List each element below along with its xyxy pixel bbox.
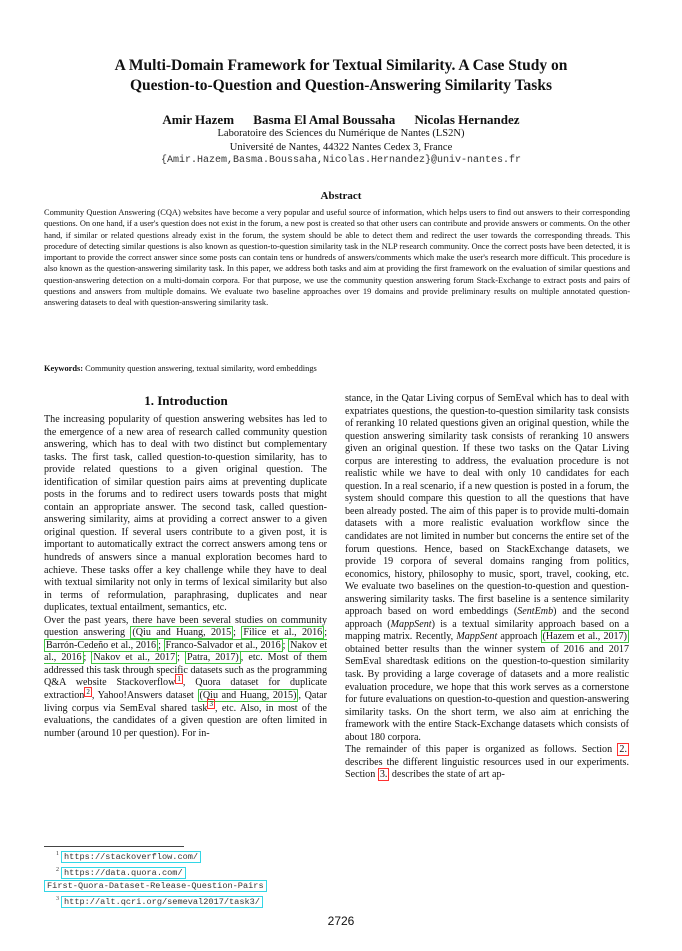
author-emails: {Amir.Hazem,Basma.Boussaha,Nicolas.Hernandez}@univ-nantes.fr bbox=[160, 155, 522, 167]
citation-link[interactable]: (Hazem et al., 2017) bbox=[542, 631, 627, 643]
abstract-text: Community Question Answering (CQA) websites have become a very popular and useful source of information, which helps users to find out answers to their corresponding questions. On one hand, if a user's question does not exist in the forum, a new post is created so that other users can contribute and provide answers or comments. On the other hand, if similar or related questions already exist in the forum, the system should be able to detect them and redirect the user towards the corresponding threads. This procedure of detecting similar questions is also known as question-to-question similarity task in the NLP research community. Once the correct posts have been detected, it is important to provide the correct answer since some posts can contain tens or hundreds of answers/comments which make the user's research more difficult. This procedure is also known as the question-answering similarity task. In this paper, we address both tasks and aim at providing the first framework on the evaluation of similar questions and question-answering detection on a multi-domain corpora. For that purpose, we use the community question answering forum Stack-Exchange to extract posts and pairs of questions and answers from multiple domains. We evaluate two baseline approaches over 19 domains and provide preliminary results on multiple annotated question-answering datasets to deal with question-answering similarity task. bbox=[44, 208, 630, 308]
citation-link[interactable]: Nakov et al., 2017 bbox=[93, 652, 176, 664]
citation-link[interactable]: (Qiu and Huang, 2015 bbox=[132, 627, 232, 639]
paper-title bbox=[40, 56, 642, 96]
footnote-url-link[interactable]: http://alt.qcri.org/semeval2017/task3/ bbox=[61, 896, 263, 908]
affiliation-block bbox=[40, 127, 642, 168]
page-number: 2726 bbox=[327, 914, 355, 928]
affiliation-university: Université de Nantes, 44322 Nantes Cedex 3, France bbox=[229, 141, 453, 153]
intro-paragraph-3: stance, in the Qatar Living corpus of SemEval which has to deal with expatriates questions, the question-to-question similarity task consists of reranking 10 related questions given an original question, while the question answering similarity task consists of reranking 10 answers given an original question. If these two tasks on the Qatar Living corpus are interesting to address, the evaluation procedure is not realistic while we have to deal with only 10 candidates for each question. In a real scenario, if a new question is posted in a forum, the system should compare this question to all the questions that have been already posted. The aim of this paper is to provide multi-domain datasets with a more realistic evaluation workflow since the candidates are not limited in number but concerns the entire set of the forum questions. Hence, based on StackExchange datasets, we provide 19 corpora of several domains ranging from politics, economics, history, philosophy to music, sport, travel, cooking, etc. We evaluate two baselines on the question-to-question and question-answering similarity tasks. The first baseline is a sentence similarity approach based on word embeddings (SentEmb) and the second approach (MappSent) is a textual similarity approach based on a mapping matrix. Recently, MappSent approach (Hazem et al., 2017) obtained better results than the winner system of 2016 and 2017 SemEval sharedtask editions on the question-to-question similarity task. By providing a large coverage of datasets and a more realistic evaluation procedure, we hope that this work serves as a cornerstone for future evaluations on question-to-question and question-answering similarity tasks. On the short term, we also aim at enriching the framework with the entire Stack-Exchange datasets which consists of about 180 corpora. bbox=[345, 393, 629, 743]
footnote-url-link[interactable]: First-Quora-Dataset-Release-Question-Pairs bbox=[44, 880, 267, 892]
author-list bbox=[40, 112, 642, 128]
section-ref-link[interactable]: 2. bbox=[619, 744, 627, 756]
citation-link[interactable]: Barrón-Cedeño et al., 2016 bbox=[46, 639, 157, 651]
author-name: Basma El Amal Boussaha bbox=[253, 112, 396, 127]
right-column bbox=[345, 393, 629, 782]
method-name: MappSent bbox=[390, 618, 432, 630]
citation-link[interactable]: (Qiu and Huang, 2015) bbox=[199, 690, 297, 702]
section-heading-introduction: 1. Introduction bbox=[144, 393, 228, 408]
footnote-divider bbox=[44, 846, 184, 847]
citation-link[interactable]: Nakov et al., 2016 bbox=[44, 639, 328, 664]
citation-link[interactable]: Filice et al., 2016 bbox=[243, 627, 323, 639]
footnote-url-link[interactable]: https://data.quora.com/ bbox=[61, 867, 186, 879]
intro-paragraph-2: Over the past years, there have been several studies on community question answering (Qiu and Huang, 2015 ; Filice et al., 2016 ; Barrón-Cedeño et al., 2016 ; Franco-Salvador et al., 2016 ; Nakov et al., 2016 ; Nakov et al., 2017 ; Patra, 2017) , etc. Most of them addressed this task through specific datasets such as the programming Q&A website Stackoverflow $^1$ , Quora dataset for duplicate extraction $^2$ , Yahoo!Answers dataset (Qiu and Huang, 2015) , Qatar living corpus via SemEval shared task $^3$ , etc. Also, in most of the evaluations, the candidates of a given question are often limited in number (around 10 per question). For in- bbox=[44, 614, 328, 739]
footnotes bbox=[44, 848, 344, 909]
footnote-item: $^3$ http://alt.qcri.org/semeval2017/task3/ bbox=[44, 893, 344, 909]
footnote-item: $^2$ https://data.quora.com/ bbox=[44, 864, 344, 880]
author-name: Amir Hazem bbox=[162, 112, 235, 127]
intro-paragraph-1: The increasing popularity of question answering websites has led to the emergence of a new area of research called community question answering, which has to deal with two distinct but complementary tasks. The first task, called question-to-question similarity, has to provide related questions to a given original question. The identification of similar question pairs aims at preventing duplicate posts in the forums and to redirect users towards posts that might contain an appropriate answer. The second task, called question-answering similarity, aims at providing a correct answer to a given original question. If several users contribute to a given post, it is important to automatically extract the correct answers among tens or hundreds of answers since a manual exploration becomes hard to achieve. These tasks offer a key challenge while they have to deal with textual similarity not only in terms of lexical similarity but also in terms of reformulation, paraphrasing, duplicates and near duplicates, textual entailment, semantics, etc. bbox=[44, 414, 327, 614]
left-column bbox=[44, 414, 327, 740]
method-name: MappSent bbox=[456, 631, 498, 643]
footnote-item: $^1$ https://stackoverflow.com/ bbox=[44, 848, 344, 864]
title-line-2: Question-to-Question and Question-Answering Similarity Tasks bbox=[129, 77, 552, 94]
section-ref-link[interactable]: 3. bbox=[379, 769, 388, 781]
affiliation-lab: Laboratoire des Sciences du Numérique de Nantes (LS2N) bbox=[217, 128, 465, 139]
footnote-item bbox=[44, 880, 344, 893]
keywords-text: Community question answering, textual similarity, word embeddings bbox=[85, 364, 317, 373]
footnote-link[interactable]: 1 bbox=[177, 675, 181, 684]
footnote-link[interactable]: 3 bbox=[209, 700, 213, 709]
author-name: Nicolas Hernandez bbox=[414, 112, 520, 127]
abstract-heading: Abstract bbox=[320, 190, 362, 202]
keywords bbox=[44, 363, 630, 374]
intro-paragraph-4: The remainder of this paper is organized as follows. Section 2. describes the different linguistic resources used in our experiments. Section 3. describes the state of art ap- bbox=[345, 744, 629, 781]
citation-link[interactable]: Franco-Salvador et al., 2016 bbox=[165, 639, 281, 651]
title-line-1: A Multi-Domain Framework for Textual Similarity. A Case Study on bbox=[114, 57, 568, 74]
keywords-label: Keywords: bbox=[44, 364, 84, 373]
method-name: SentEmb bbox=[517, 606, 554, 618]
footnote-link[interactable]: 2 bbox=[86, 687, 90, 696]
citation-link[interactable]: Patra, 2017) bbox=[186, 652, 239, 664]
footnote-url-link[interactable]: https://stackoverflow.com/ bbox=[61, 851, 201, 863]
